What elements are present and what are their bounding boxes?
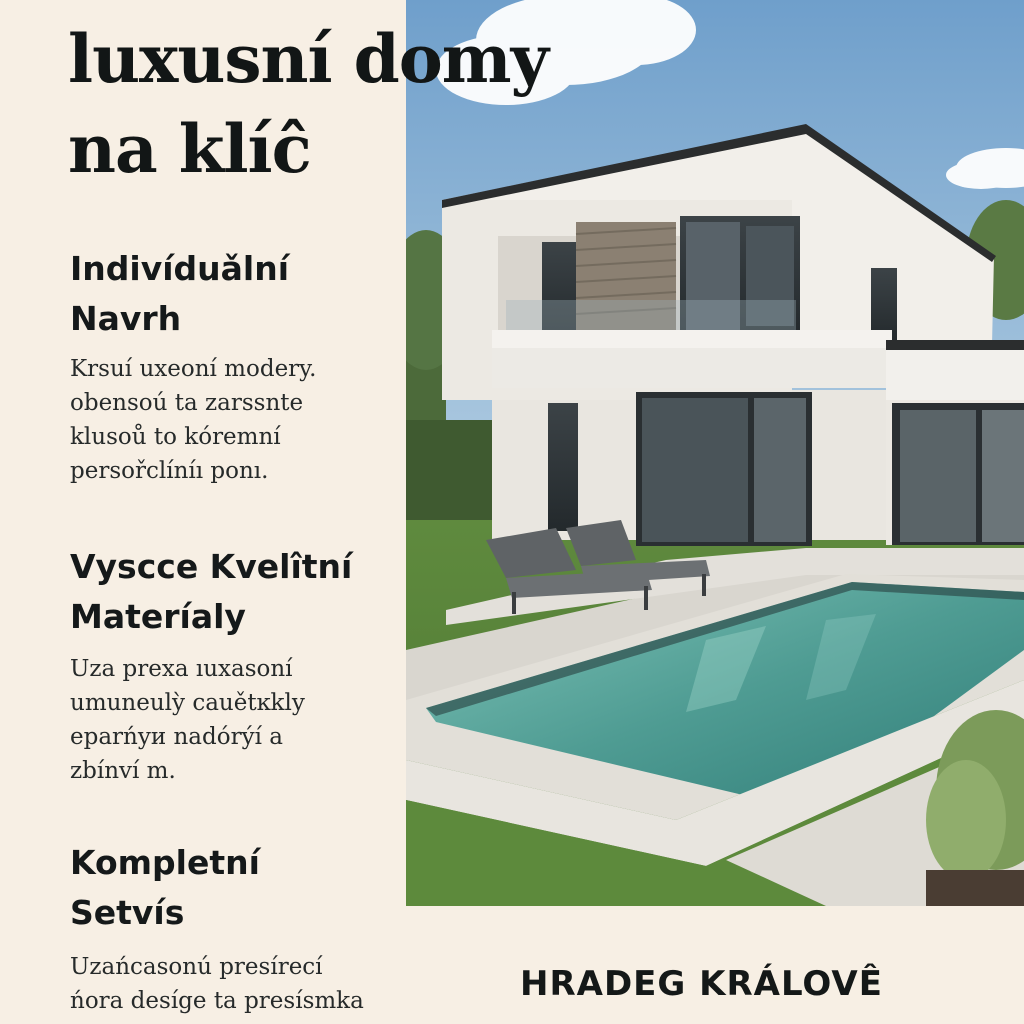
- feature-text-service: [70, 950, 400, 1018]
- feature-title-materials: [70, 542, 400, 642]
- feature-text-line: klusoů to kóremní: [70, 424, 281, 450]
- feature-text-line: persořclíníı ponı.: [70, 458, 269, 484]
- feature-text-line: umuneulỳ cauětĸkly: [70, 690, 305, 716]
- city-name: HRADEG KRÁLOVÊ: [520, 964, 883, 1004]
- headline-line-1: luxusní domy: [68, 20, 548, 98]
- feature-text-line: eparńyи nadórýí a: [70, 724, 283, 750]
- feature-text-line: Uzańcasonú presírecí: [70, 954, 323, 980]
- feature-text-line: Krsuí uxeoní modery.: [70, 356, 317, 382]
- feature-text-individual-design: [70, 352, 400, 488]
- feature-text-line: ńora desíge ta presísmka: [70, 988, 364, 1014]
- feature-title-line: Indivíduǎlní: [70, 249, 290, 288]
- feature-text-materials: [70, 652, 400, 788]
- feature-text-line: zbínví m.: [70, 758, 176, 784]
- feature-title-service: [70, 838, 400, 938]
- feature-title-line: Setvís: [70, 893, 185, 932]
- headline: [68, 14, 628, 194]
- feature-text-line: obensoú ta zarssnte: [70, 390, 304, 416]
- feature-title-line: Navrh: [70, 299, 182, 338]
- feature-title-line: Kompletní: [70, 843, 260, 882]
- feature-title-line: Materíaly: [70, 597, 246, 636]
- headline-line-2: na klíĉ: [68, 110, 311, 188]
- feature-title-individual-design: [70, 244, 400, 344]
- feature-text-line: Uza prexa ıuxasoní: [70, 656, 293, 682]
- feature-title-line: Vyscce Kvelîtní: [70, 547, 353, 586]
